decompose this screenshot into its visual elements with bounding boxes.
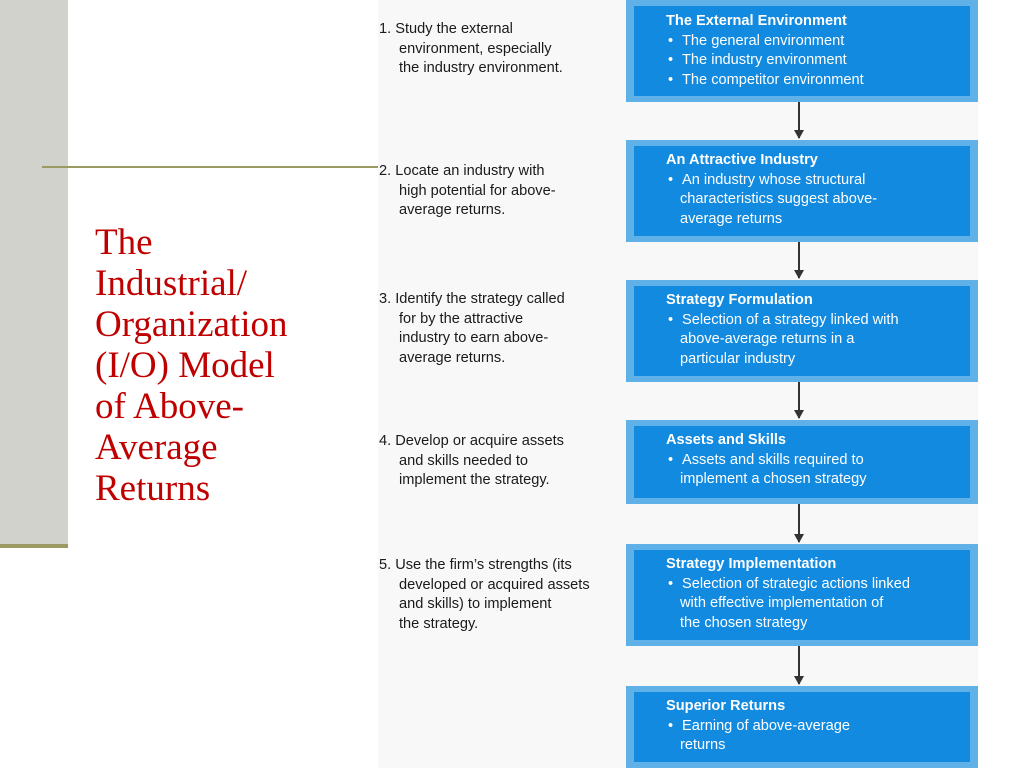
decorative-rule-line (42, 166, 392, 168)
box-bullet-cont: above-average returns in a (680, 331, 855, 347)
step-line: average returns. (399, 350, 506, 367)
step-line: 2. Locate an industry with (379, 163, 545, 179)
step-line: and skills needed to (399, 452, 528, 469)
diagram-panel (378, 0, 978, 768)
arrow-head (794, 534, 804, 543)
title-line: Returns (95, 468, 211, 510)
title-line: of Above- (95, 386, 244, 428)
box-bullet: • The competitor environment (666, 71, 962, 91)
slide-title (95, 222, 355, 509)
step-line: 4. Develop or acquire assets (379, 433, 564, 449)
step-line: and skills) to implement (399, 596, 552, 613)
arrow-head (794, 130, 804, 139)
flow-arrow-5 (798, 646, 800, 684)
title-line: The (95, 222, 153, 263)
flow-arrow-3 (798, 382, 800, 418)
step-line: high potential for above- (399, 182, 556, 199)
title-line: Average (95, 427, 218, 469)
step-line: for by the attractive (399, 310, 524, 327)
step-line: 5. Use the firm’s strengths (its (379, 557, 572, 573)
box-superior-returns (626, 686, 978, 768)
box-bullet: • The general environment (666, 32, 962, 52)
box-bullet-cont: characteristics suggest above- (680, 191, 878, 207)
box-title: The External Environment (666, 13, 847, 29)
arrow-head (794, 410, 804, 419)
step-line: average returns. (399, 202, 506, 219)
flow-arrow-1 (798, 102, 800, 138)
step-line: environment, especially (399, 40, 552, 57)
box-external-environment (626, 0, 978, 102)
box-strategy-formulation (626, 280, 978, 382)
step-line: industry to earn above- (399, 330, 549, 347)
box-title: Assets and Skills (666, 432, 787, 448)
step-line: implement the strategy. (399, 472, 550, 489)
flow-arrow-4 (798, 504, 800, 542)
box-bullet-cont: with effective implementation of (680, 595, 884, 611)
step-2-text (379, 162, 624, 221)
flow-arrow-2 (798, 242, 800, 278)
box-attractive-industry (626, 140, 978, 242)
box-bullet: • Selection of a strategy linked with (666, 311, 962, 331)
title-line: Organization (95, 304, 288, 346)
step-3-text (379, 290, 624, 369)
step-line: 3. Identify the strategy called (379, 291, 565, 307)
box-bullet: • Earning of above-average (666, 717, 962, 737)
box-bullet-cont: particular industry (680, 350, 796, 367)
box-title: Superior Returns (666, 698, 786, 714)
step-5-text (379, 556, 624, 635)
step-line: developed or acquired assets (399, 576, 590, 593)
box-bullet: • An industry whose structural (666, 171, 962, 191)
box-assets-and-skills (626, 420, 978, 504)
title-line: (I/O) Model (95, 345, 275, 387)
box-title: Strategy Formulation (666, 292, 813, 308)
step-1-text (379, 20, 624, 79)
arrow-head (794, 270, 804, 279)
box-bullet: • Assets and skills required to (666, 451, 962, 471)
title-line: Industrial/ (95, 263, 248, 305)
step-line: 1. Study the external (379, 21, 513, 37)
step-4-text (379, 432, 624, 491)
box-bullet-cont: returns (680, 737, 726, 753)
decorative-side-bar (0, 0, 68, 548)
box-bullet: • Selection of strategic actions linked (666, 575, 962, 595)
box-title: An Attractive Industry (666, 152, 818, 168)
box-bullet-cont: implement a chosen strategy (680, 471, 867, 487)
box-bullet-cont: the chosen strategy (680, 614, 808, 631)
box-bullet-cont: average returns (680, 210, 783, 227)
step-line: the strategy. (399, 616, 479, 633)
box-title: Strategy Implementation (666, 556, 837, 572)
box-strategy-implementation (626, 544, 978, 646)
arrow-head (794, 676, 804, 685)
step-line: the industry environment. (399, 60, 563, 77)
box-bullet: • The industry environment (666, 51, 962, 71)
